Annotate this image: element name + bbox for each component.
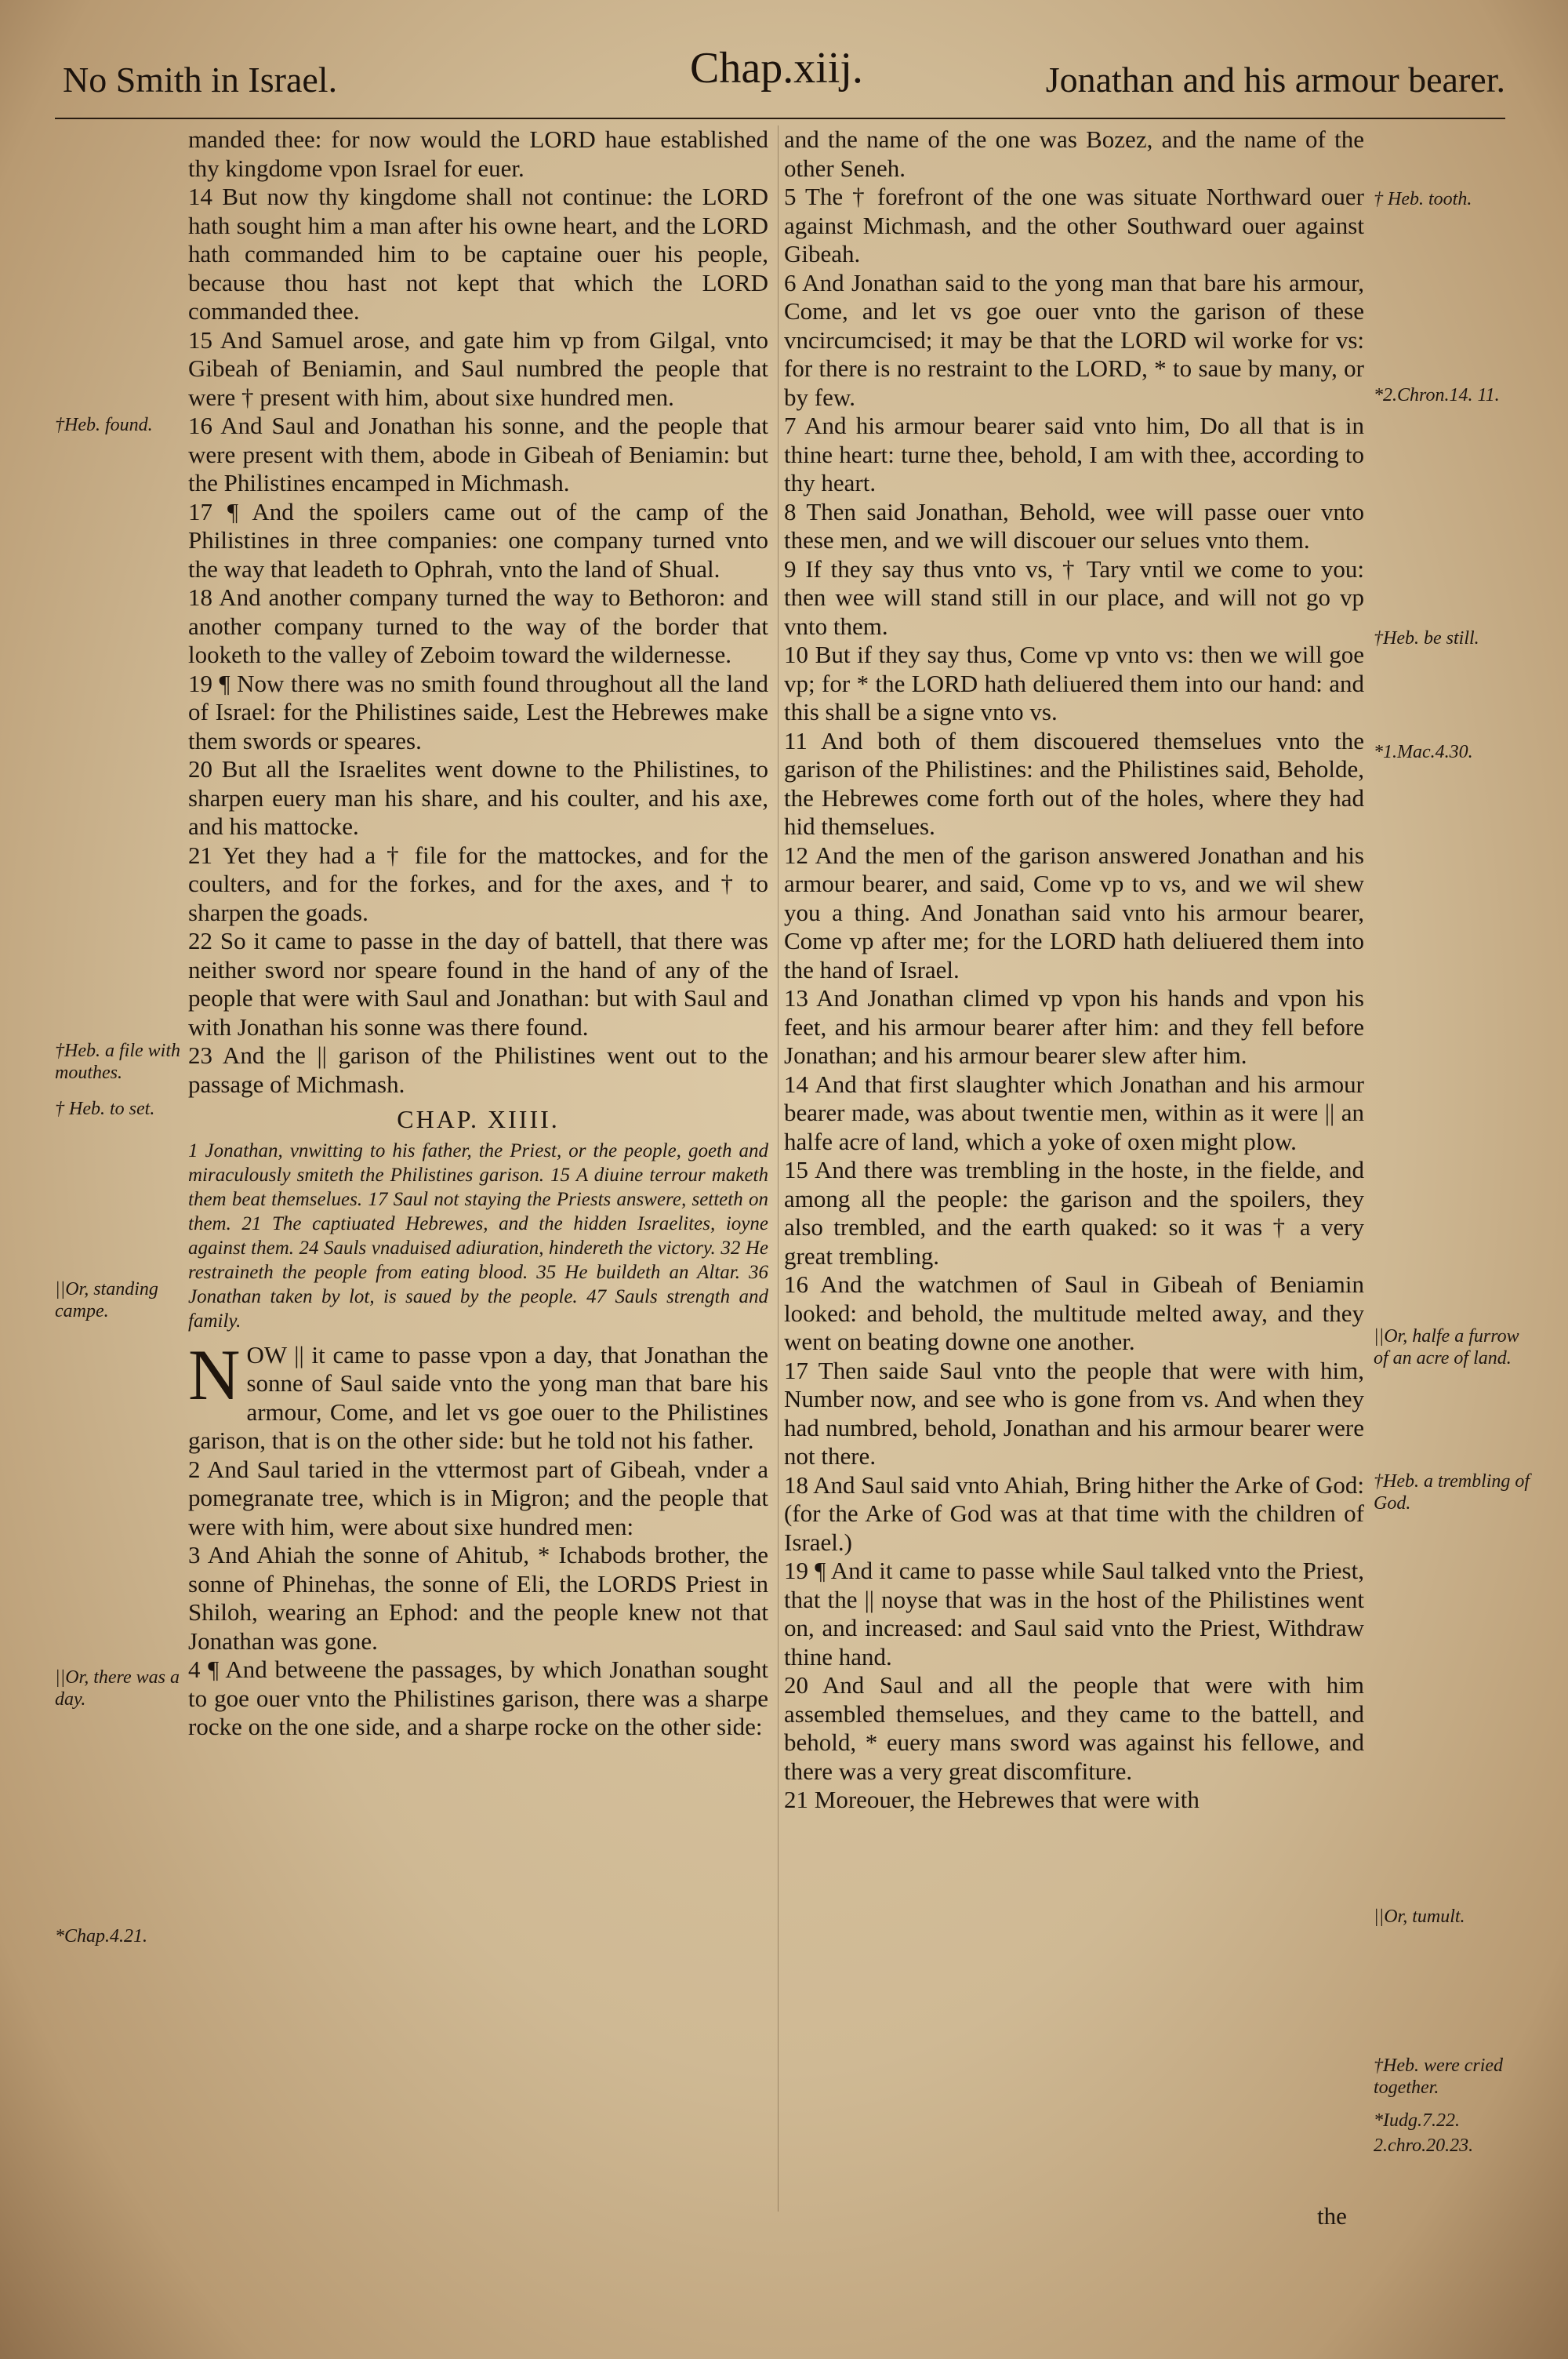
verse-text: OW || it came to passe vpon a day, that Jonathan the sonne of Saul saide vnto the yong man that bare his armour, Come, and let vs goe ouer to the Philistines garison, that is on the other side: but he told not his father. <box>188 1340 768 1454</box>
header-right: Jonathan and his armour bearer. <box>1045 60 1505 100</box>
verse: 19 ¶ And it came to passe while Saul talked vnto the Priest, that the || noyse that was in the host of the Philistines went on, and increased: and Saul said vnto the Priest, Withdraw thine hand. <box>784 1557 1364 1670</box>
verse: 20 And Saul and all the people that were with him assembled themselues, and they came to the battell, and behold, * euery mans sword was against his fellowe, and there was a very great discomfiture. <box>784 1671 1364 1785</box>
verse: 6 And Jonathan said to the yong man that bare his armour, Come, and let vs goe ouer vnto the garison of these vncircumcised; it may be that the LORD wil worke for vs: for there is no restraint to the LORD, * to saue by many, or by few. <box>784 268 1364 411</box>
header-left: No Smith in Israel. <box>63 60 338 100</box>
verse: 20 But all the Israelites went downe to the Philistines, to sharpen euery man his share, and his coulter, and his axe, and his mattocke. <box>188 755 768 840</box>
margin-note: *1.Mac.4.30. <box>1374 742 1473 762</box>
verse: 21 Yet they had a † file for the mattockes, and for the coulters, and for the forkes, and for the axes, and † to sharpen the goads. <box>188 841 768 926</box>
verse: 17 Then saide Saul vnto the people that were with him, Number now, and see who is gone from vs. And when they had numbred, behold, Jonathan and his armour bearer were not there. <box>784 1356 1364 1470</box>
verse: 19 ¶ Now there was no smith found throughout all the land of Israel: for the Philistines saide, Lest the Hebrewes make them swords or speares. <box>188 669 768 754</box>
margin-note: † Heb. to set. <box>55 1099 155 1119</box>
margin-note: *Iudg.7.22. <box>1374 2110 1460 2131</box>
margin-note: *Chap.4.21. <box>55 1926 148 1946</box>
margin-note: ||Or, tumult. <box>1374 1906 1465 1927</box>
margin-note: †Heb. found. <box>55 415 153 435</box>
margin-note: †Heb. a trembling of God. <box>1374 1471 1530 1514</box>
verse: 2 And Saul taried in the vttermost part of Gibeah, vnder a pomegranate tree, which is in Migron; and the people that were with him, were about sixe hundred men: <box>188 1455 768 1540</box>
verse: 12 And the men of the garison answered Jonathan and his armour bearer, and said, Come vp to vs, and we wil shew you a thing. And Jonathan said vnto his armour bearer, Come vp after me; for the LORD hath deliuered them into the hand of Israel. <box>784 841 1364 983</box>
verse: 13 And Jonathan climed vp vpon his hands and vpon his feet, and his armour bearer after him: and they fell before Jonathan; and his armour bearer slew after him. <box>784 984 1364 1069</box>
verse: manded thee: for now would the LORD haue established thy kingdome vpon Israel for euer. <box>188 125 768 182</box>
verse: 9 If they say thus vnto vs, † Tary vntil we come to you: then wee will stand still in our place, and will not go vp vnto them. <box>784 554 1364 640</box>
verse-first <box>188 1334 768 1456</box>
header-chapter: Chap.xiij. <box>690 44 863 93</box>
margin-note: †Heb. a file with mouthes. <box>55 1041 180 1083</box>
verse: 10 But if they say thus, Come vp vnto vs: then we will goe vp; for * the LORD hath deliuered them into our hand: and this shall be a signe vnto vs. <box>784 641 1364 725</box>
verse: 17 ¶ And the spoilers came out of the camp of the Philistines in three companies: one company turned vnto the way that leadeth to Ophrah, vnto the land of Shual. <box>188 497 768 583</box>
column-divider <box>778 125 779 2212</box>
verse: 16 And Saul and Jonathan his sonne, and the people that were present with them, abode in Gibeah of Beniamin: but the Philistines encamped in Michmash. <box>188 412 768 496</box>
margin-note: †Heb. were cried together. <box>1374 2055 1504 2098</box>
chapter-summary: 1 Jonathan, vnwitting to his father, the Priest, or the people, goeth and miraculously smiteth the Philistines garison. 15 A diuine terrour maketh them beat themselues. 17 Saul not staying the Priests answere, setteth on them. 21 The captiuated Hebrewes, and the hidden Israelites, ioyne against them. 24 Sauls vnaduised adiuration, hindereth the victory. 32 He restraineth the people from eating blood. 35 He buildeth an Altar. 36 Jonathan taken by lot, is saued by the people. 47 Sauls strength and family. <box>188 1140 768 1332</box>
verse: 18 And another company turned the way to Bethoron: and another company turned to the way of the border that looketh to the valley of Zeboim toward the wildernesse. <box>188 583 768 668</box>
verse: 18 And Saul said vnto Ahiah, Bring hither the Arke of God: (for the Arke of God was at that time with the children of Israel.) <box>784 1470 1364 1556</box>
chapter-title: CHAP. XIIII. <box>397 1105 560 1133</box>
verse: 15 And Samuel arose, and gate him vp from Gilgal, vnto Gibeah of Beniamin, and Saul numbred the people that were † present with him, about sixe hundred men. <box>188 325 768 411</box>
margin-note: 2.chro.20.23. <box>1374 2135 1474 2156</box>
verse: 11 And both of them discouered themselues vnto the garison of the Philistines: and the Philistines said, Beholde, the Hebrewes come forth out of the holes, where they had hid themselues. <box>784 726 1364 840</box>
margin-note: ||Or, there was a day. <box>55 1667 180 1710</box>
verse: 7 And his armour bearer said vnto him, Do all that is in thine heart: turne thee, behold, I am with thee, according to thy heart. <box>784 412 1364 496</box>
verse: 8 Then said Jonathan, Behold, wee will passe ouer vnto these men, and we will discouer our selues vnto them. <box>784 497 1364 554</box>
drop-cap: N <box>188 1334 241 1415</box>
right-column <box>784 125 1364 1815</box>
margin-note: ||Or, halfe a furrow of an acre of land. <box>1374 1326 1519 1369</box>
verse: 3 And Ahiah the sonne of Ahitub, * Ichabods brother, the sonne of Phinehas, the sonne of Eli, the LORDS Priest in Shiloh, wearing an Ephod: and the people knew not that Jonathan was gone. <box>188 1541 768 1655</box>
verse: and the name of the one was Bozez, and the name of the other Seneh. <box>784 125 1364 182</box>
verse: 16 And the watchmen of Saul in Gibeah of Beniamin looked: and behold, the multitude melted away, and they went on beating downe one another. <box>784 1270 1364 1355</box>
margin-note: ||Or, standing campe. <box>55 1279 158 1321</box>
verse: 14 And that first slaughter which Jonathan and his armour bearer made, was about twentie men, within as it were || an halfe acre of land, which a yoke of oxen might plow. <box>784 1070 1364 1155</box>
margin-note: † Heb. tooth. <box>1374 189 1472 209</box>
verse: 22 So it came to passe in the day of battell, that there was neither sword nor speare found in the hand of any of the people that were with Saul and Jonathan: but with Saul and with Jonathan his sonne was there found. <box>188 927 768 1041</box>
verse: 21 Moreouer, the Hebrewes that were with <box>784 1786 1200 1813</box>
running-header <box>63 43 1505 114</box>
verse: 14 But now thy kingdome shall not continue: the LORD hath sought him a man after his owne heart, and the LORD hath commanded him to be captaine ouer his people, because thou hast not kept that which the LORD commanded thee. <box>188 183 768 325</box>
verse: 23 And the || garison of the Philistines went out to the passage of Michmash. <box>188 1041 768 1098</box>
margin-note: *2.Chron.14. 11. <box>1374 385 1500 405</box>
left-column <box>188 125 768 1742</box>
verse: 4 ¶ And betweene the passages, by which Jonathan sought to goe ouer vnto the Philistines garison, there was a sharpe rocke on the one side, and a sharpe rocke on the other side: <box>188 1656 768 1740</box>
margin-note: †Heb. be still. <box>1374 628 1479 649</box>
verse: 15 And there was trembling in the hoste, in the fielde, and among all the people: the garison and the spoilers, they also trembled, and the earth quaked: so it was † a very great trembling. <box>784 1156 1364 1270</box>
header-rule <box>55 118 1505 119</box>
catchword: the <box>1317 2202 1347 2230</box>
verse: 5 The † forefront of the one was situate Northward ouer against Michmash, and the other Southward ouer against Gibeah. <box>784 183 1364 267</box>
